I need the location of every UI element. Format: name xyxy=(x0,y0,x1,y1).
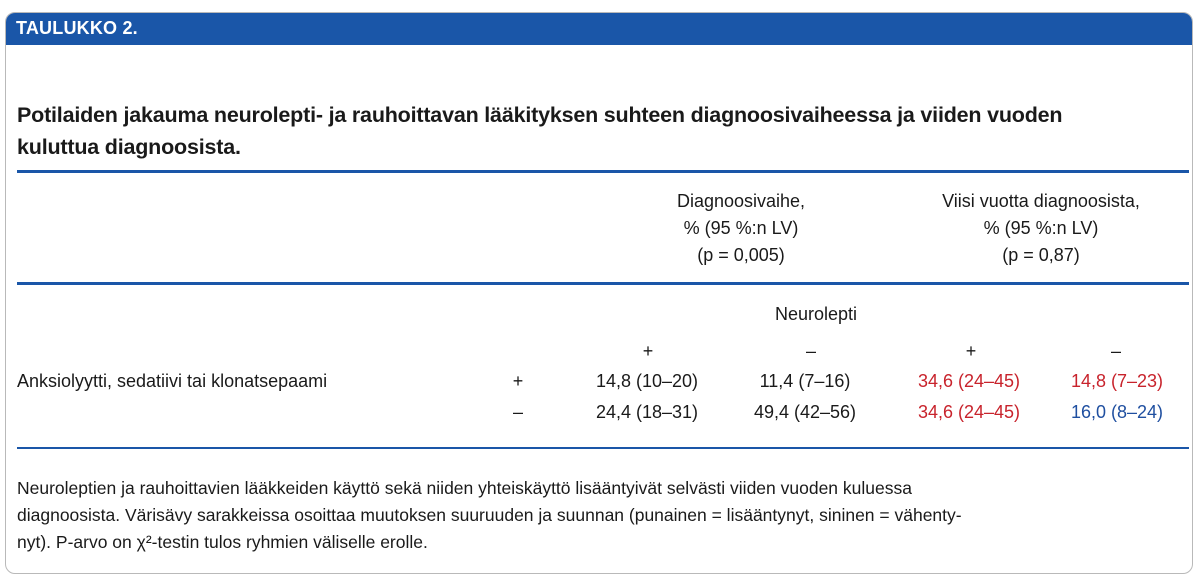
cell-minus-five-minus: 16,0 (8–24) xyxy=(1070,402,1164,422)
neurolepti-minus-diagnosis: – xyxy=(805,341,816,361)
row-sign-minus: – xyxy=(512,402,523,422)
cell-minus-diag-minus: 49,4 (42–56) xyxy=(753,402,857,422)
cell-minus-five-plus: 34,6 (24–45) xyxy=(917,402,1021,422)
cell-minus-diag-plus: 24,4 (18–31) xyxy=(595,402,699,422)
column-header-five-years xyxy=(896,188,1186,269)
column-header-five-years-line-2: % (95 %:n LV) xyxy=(983,218,1099,238)
neurolepti-plus-diagnosis: + xyxy=(642,341,654,361)
neurolepti-plus-five-years: + xyxy=(965,341,977,361)
bottom-rule xyxy=(17,447,1189,449)
column-header-diagnosis xyxy=(606,188,876,269)
column-header-diagnosis-line-2: % (95 %:n LV) xyxy=(683,218,799,238)
column-header-five-years-line-1: Viisi vuotta diagnoosista, xyxy=(942,191,1140,211)
row-label-anxiolytic: Anksiolyytti, sedatiivi tai klonatsepaami xyxy=(17,371,328,391)
column-header-five-years-line-3: (p = 0,87) xyxy=(1002,245,1080,265)
table-footnote xyxy=(17,475,1177,556)
table-header-bar xyxy=(6,13,1192,45)
column-header-diagnosis-line-3: (p = 0,005) xyxy=(697,245,785,265)
footnote-line-2: diagnoosista. Värisävy sarakkeissa osoittaa muutoksen suuruuden ja suunnan (punainen = lisääntynyt, sininen = vähenty- xyxy=(17,505,962,525)
row-sign-plus: + xyxy=(512,371,524,391)
cell-plus-diag-minus: 11,4 (7–16) xyxy=(759,371,851,391)
cell-plus-five-plus: 34,6 (24–45) xyxy=(917,371,1021,391)
neurolepti-subheader: Neurolepti xyxy=(774,304,858,324)
column-header-diagnosis-line-1: Diagnoosivaihe, xyxy=(676,191,806,211)
table-panel xyxy=(5,12,1193,574)
table-title xyxy=(17,99,1167,163)
footnote-line-1: Neuroleptien ja rauhoittavien lääkkeiden käyttö sekä niiden yhteiskäyttö lisääntyivät selvästi viiden vuoden kuluessa xyxy=(17,478,912,498)
cell-plus-diag-plus: 14,8 (10–20) xyxy=(595,371,699,391)
table-title-line-2: kuluttua diagnoosista. xyxy=(17,135,241,159)
table-number-label: TAULUKKO 2. xyxy=(16,18,138,38)
top-rule xyxy=(17,170,1189,173)
middle-rule xyxy=(17,282,1189,285)
neurolepti-minus-five-years: – xyxy=(1110,341,1121,361)
footnote-line-3: nyt). P-arvo on χ²-testin tulos ryhmien väliselle erolle. xyxy=(17,532,428,552)
table-title-line-1: Potilaiden jakauma neurolepti- ja rauhoittavan lääkityksen suhteen diagnoosivaiheessa ja viiden vuoden xyxy=(17,103,1063,127)
cell-plus-five-minus: 14,8 (7–23) xyxy=(1070,371,1164,391)
